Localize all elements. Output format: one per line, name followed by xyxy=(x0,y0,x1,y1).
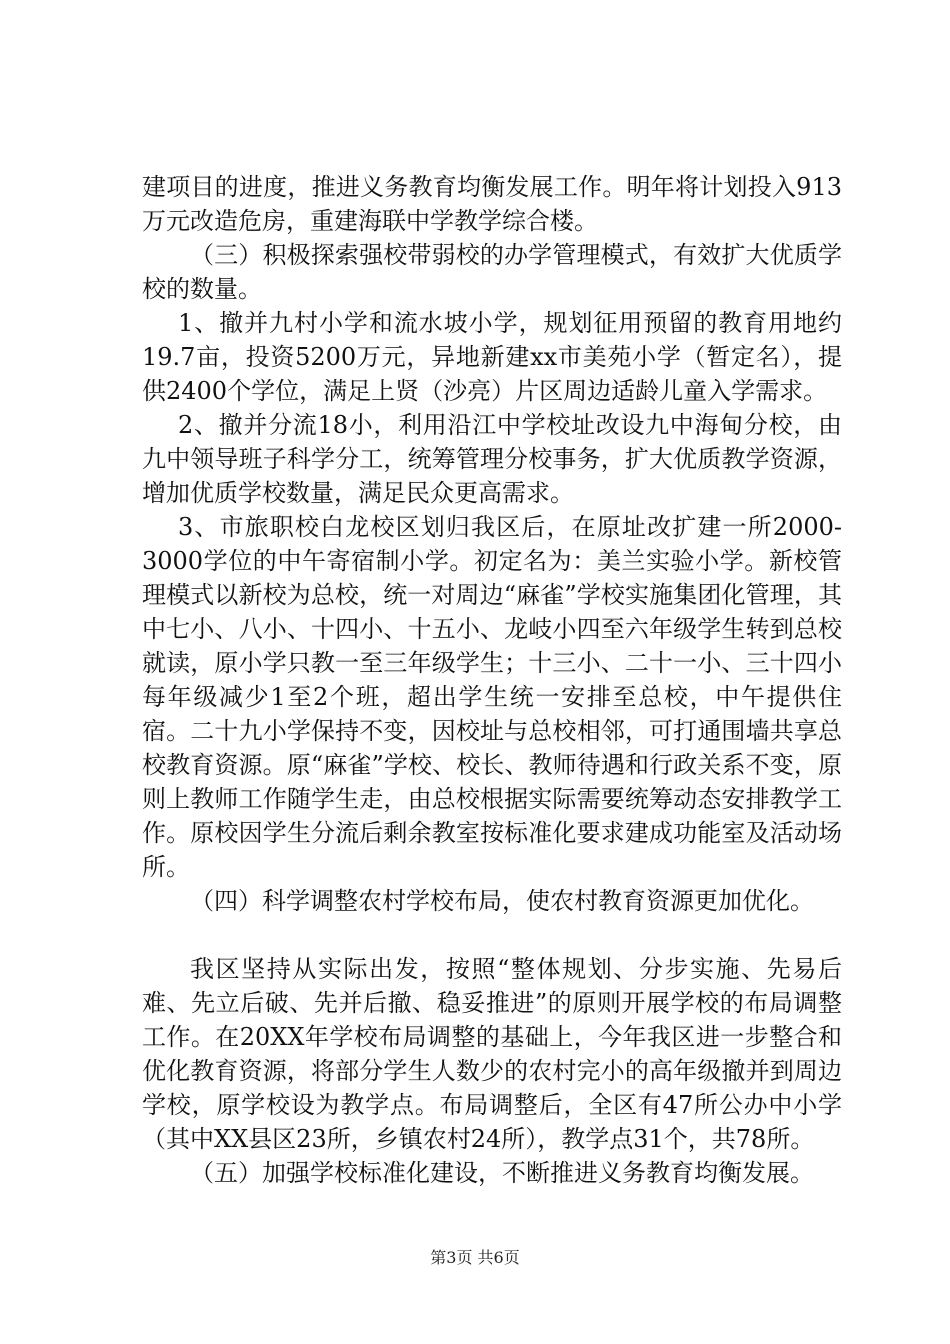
section-heading-3: （三）积极探索强校带弱校的办学管理模式，有效扩大优质学校的数量。 xyxy=(142,241,842,303)
section-heading-5: （五）加强学校标准化建设，不断推进义务教育均衡发展。 xyxy=(190,1159,814,1187)
section-heading-4: （四）科学调整农村学校布局，使农村教育资源更加优化。 xyxy=(190,887,814,915)
paragraph-continuation: 建项目的进度，推进义务教育均衡发展工作。明年将计划投入913万元改造危房，重建海联中学教学综合楼。 xyxy=(142,173,842,235)
paragraph-item-3: 3、市旅职校白龙校区划归我区后，在原址改扩建一所2000-3000学位的中午寄宿制小学。初定名为：美兰实验小学。新校管理模式以新校为总校，统一对周边“麻雀”学校实施集团化管理，其中七小、八小、十四小、十五小、龙岐小四至六年级学生转到总校就读，原小学只教一至三年级学生；十三小、二十一小、三十四小每年级减少1至2个班，超出学生统一安排至总校，中午提供住宿。二十九小学保持不变，因校址与总校相邻，可打通围墙共享总校教育资源。原“麻雀”学校、校长、教师待遇和行政关系不变，原则上教师工作随学生走，由总校根据实际需要统筹动态安排教学工作。原校因学生分流后剩余教室按标准化要求建成功能室及活动场所。 xyxy=(142,513,842,881)
paragraph-item-2: 2、撤并分流18小，利用沿江中学校址改设九中海甸分校，由九中领导班子科学分工，统筹管理分校事务，扩大优质教学资源，增加优质学校数量，满足民众更高需求。 xyxy=(142,411,842,507)
paragraph-item-1: 1、撤并九村小学和流水坡小学，规划征用预留的教育用地约19.7亩，投资5200万元，异地新建xx市美苑小学（暂定名），提供2400个学位，满足上贤（沙亮）片区周边适龄儿童入学需求。 xyxy=(142,309,842,405)
paragraph-layout-adjustment: 我区坚持从实际出发，按照“整体规划、分步实施、先易后难、先立后破、先并后撤、稳妥推进”的原则开展学校的布局调整工作。在20XX年学校布局调整的基础上，今年我区进一步整合和优化教育资源，将部分学生人数少的农村完小的高年级撤并到周边学校，原学校设为教学点。布局调整后，全区有47所公办中小学（其中XX县区23所，乡镇农村24所），教学点31个，共78所。 xyxy=(142,955,842,1153)
document-body xyxy=(142,170,842,1190)
paragraph-spacer xyxy=(142,918,842,952)
page-number-footer: 第3页 共6页 xyxy=(430,1248,520,1267)
